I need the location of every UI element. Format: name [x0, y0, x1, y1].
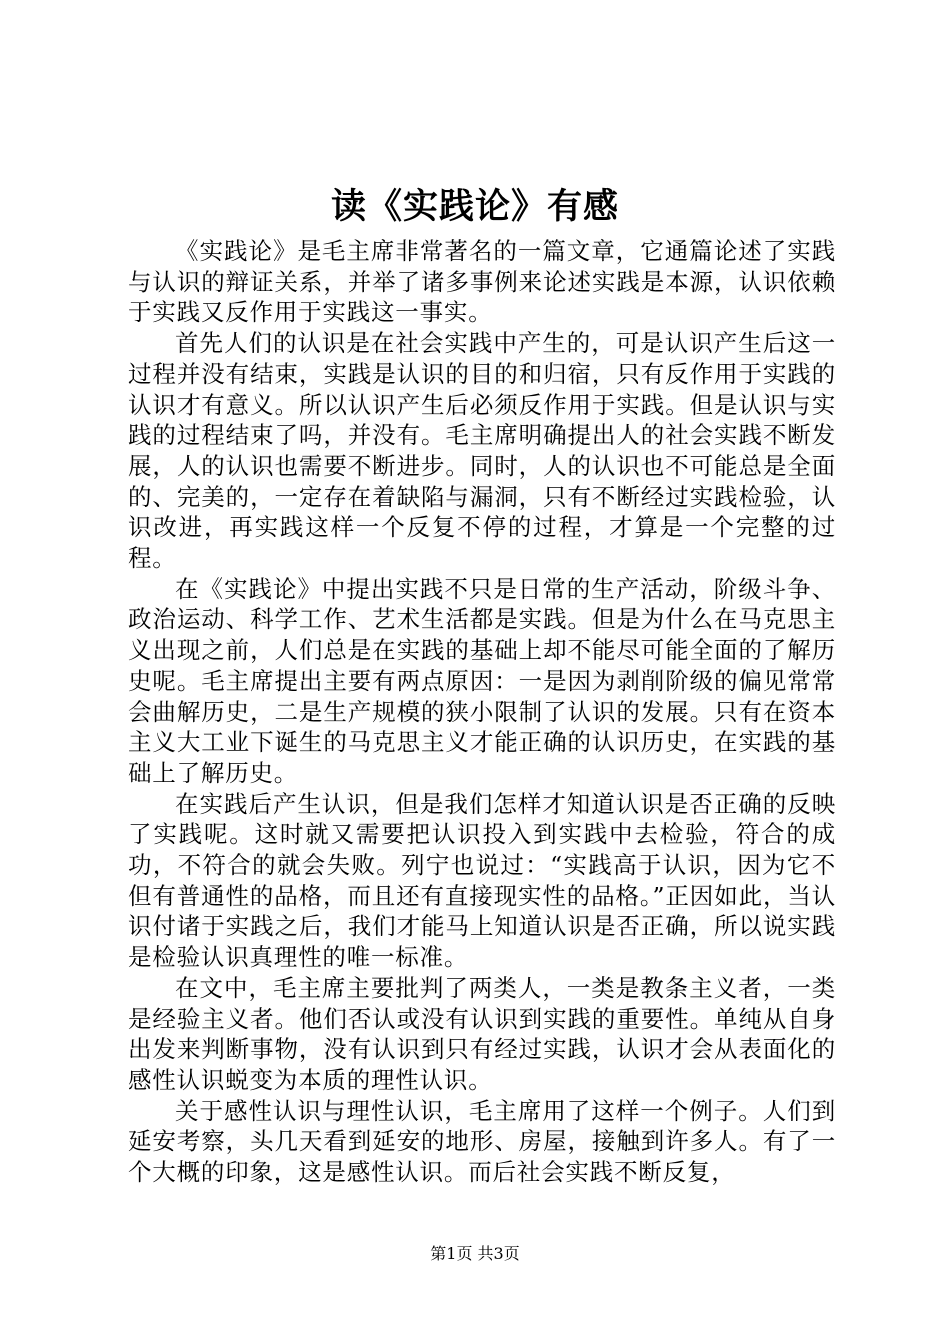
document-title: 读《实践论》有感 [330, 186, 619, 227]
page-footer: 第1页 共3页 [430, 1244, 520, 1263]
paragraph: 在《实践论》中提出实践不只是日常的生产活动，阶级斗争、政治运动、科学工作、艺术生活都是实践。但是为什么在马克思主义出现之前，人们总是在实践的基础上却不能尽可能全面的了解历史呢。毛主席提出主要有两点原因：一是因为剥削阶级的偏见常常会曲解历史，二是生产规模的狭小限制了认识的发展。只有在资本主义大工业下诞生的马克思主义才能正确的认识历史，在实践的基础上了解历史。 [128, 574, 836, 787]
document-body [128, 236, 836, 1188]
paragraph: 关于感性认识与理性认识，毛主席用了这样一个例子。人们到延安考察，头几天看到延安的地形、房屋，接触到许多人。有了一个大概的印象，这是感性认识。而后社会实践不断反复， [128, 1096, 836, 1187]
paragraph: 在文中，毛主席主要批判了两类人，一类是教条主义者，一类是经验主义者。他们否认或没有认识到实践的重要性。单纯从自身出发来判断事物，没有认识到只有经过实践，认识才会从表面化的感性认识蜕变为本质的理性认识。 [128, 973, 836, 1094]
paragraph: 在实践后产生认识，但是我们怎样才知道认识是否正确的反映了实践呢。这时就又需要把认识投入到实践中去检验，符合的成功，不符合的就会失败。列宁也说过：“实践高于认识，因为它不但有普通性的品格，而且还有直接现实性的品格。”正因如此，当认识付诸于实践之后，我们才能马上知道认识是否正确，所以说实践是检验认识真理性的唯一标准。 [128, 789, 836, 972]
paragraph: 《实践论》是毛主席非常著名的一篇文章，它通篇论述了实践与认识的辩证关系，并举了诸多事例来论述实践是本源，认识依赖于实践又反作用于实践这一事实。 [128, 237, 836, 327]
paragraph: 首先人们的认识是在社会实践中产生的，可是认识产生后这一过程并没有结束，实践是认识的目的和归宿，只有反作用于实践的认识才有意义。所以认识产生后必须反作用于实践。但是认识与实践的过程结束了吗，并没有。毛主席明确提出人的社会实践不断发展，人的认识也需要不断进步。同时，人的认识也不可能总是全面的、完美的，一定存在着缺陷与漏洞，只有不断经过实践检验，认识改进，再实践这样一个反复不停的过程，才算是一个完整的过程。 [128, 329, 836, 573]
